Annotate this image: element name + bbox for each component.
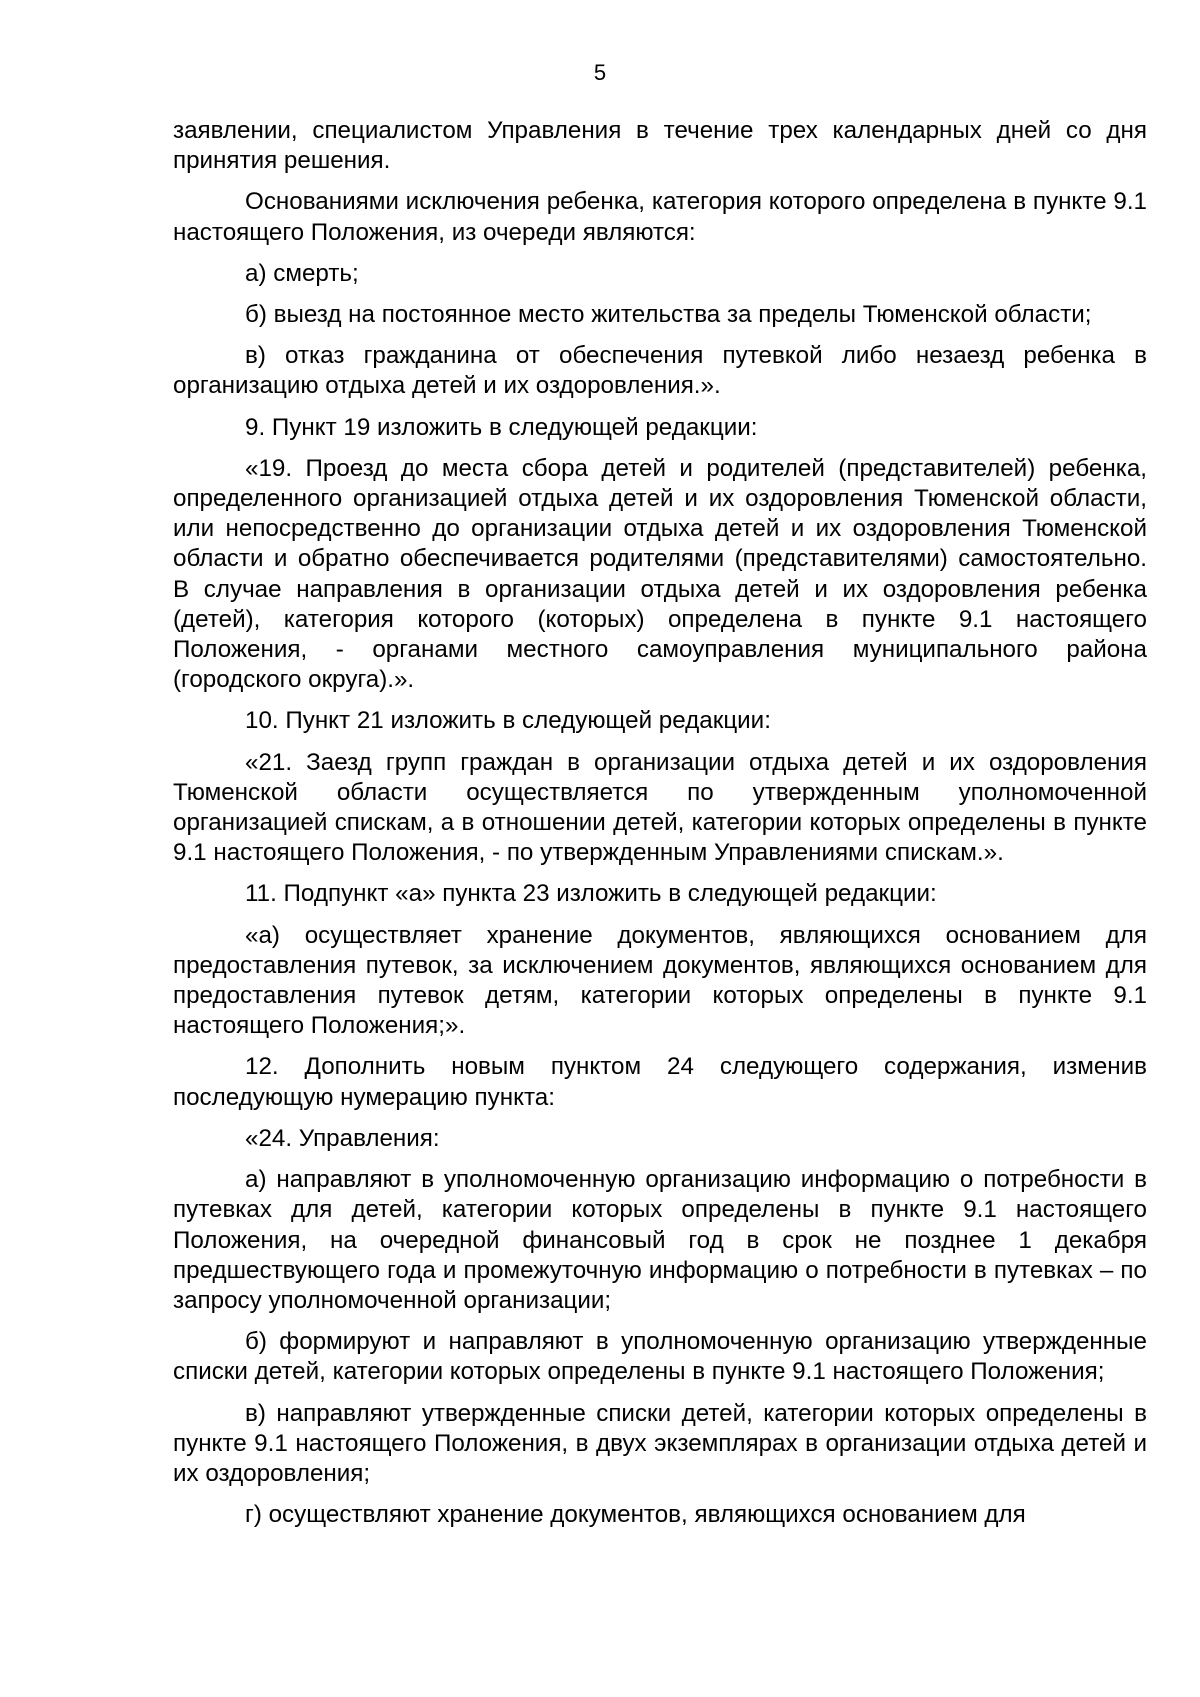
paragraph: Основаниями исключения ребенка, категория которого определена в пункте 9.1 настоящего Положения, из очереди являются: xyxy=(173,188,1147,246)
paragraph: г) осуществляют хранение документов, являющихся основанием для xyxy=(245,1501,1026,1529)
paragraph: а) направляют в уполномоченную организацию информацию о потребности в путевках для детей, категории которых определены в пункте 9.1 настоящего Положения, на очередной финансовый год в срок не позднее 1 декабря предшествующего года и промежуточную информацию о потребности в путевках – по запросу уполномоченной организации; xyxy=(173,1166,1147,1314)
document-body xyxy=(173,116,1147,1541)
paragraph: а) смерть; xyxy=(245,259,359,287)
paragraph: в) отказ гражданина от обеспечения путевкой либо незаезд ребенка в организацию отдыха детей и их оздоровления.». xyxy=(173,342,1147,400)
paragraph: 10. Пункт 21 изложить в следующей редакции: xyxy=(245,707,771,735)
paragraph: «24. Управления: xyxy=(245,1124,440,1152)
paragraph: «21. Заезд групп граждан в организации отдыха детей и их оздоровления Тюменской области осуществляется по утвержденным уполномоченной организацией спискам, а в отношении детей, категории которых определены в пункте 9.1 настоящего Положения, - по утвержденным Управлениями спискам.». xyxy=(173,748,1147,867)
page-number: 5 xyxy=(593,60,607,85)
paragraph: в) направляют утвержденные списки детей, категории которых определены в пункте 9.1 настоящего Положения, в двух экземплярах в организации отдыха детей и их оздоровления; xyxy=(173,1399,1147,1487)
paragraph: 11. Подпункт «а» пункта 23 изложить в следующей редакции: xyxy=(245,880,937,908)
paragraph: «а) осуществляет хранение документов, являющихся основанием для предоставления путевок, за исключением документов, являющихся основанием для предоставления путевок детям, категории которых определены в пункте 9.1 настоящего Положения;». xyxy=(173,921,1147,1040)
paragraph: б) выезд на постоянное место жительства за пределы Тюменской области; xyxy=(245,301,1092,329)
paragraph: заявлении, специалистом Управления в течение трех календарных дней со дня принятия решения. xyxy=(173,117,1147,175)
paragraph: б) формируют и направляют в уполномоченную организацию утвержденные списки детей, категории которых определены в пункте 9.1 настоящего Положения; xyxy=(173,1328,1147,1386)
paragraph: 9. Пункт 19 изложить в следующей редакции: xyxy=(245,413,758,441)
paragraph: «19. Проезд до места сбора детей и родителей (представителей) ребенка, определенного организацией отдыха детей и их оздоровления Тюменской области, или непосредственно до организации отдыха детей и их оздоровления Тюменской области и обратно обеспечивается родителями (представителями) самостоятельно. В случае направления в организации отдыха детей и их оздоровления ребенка (детей), категория которого (которых) определена в пункте 9.1 настоящего Положения, - органами местного самоуправления муниципального района (городского округа).». xyxy=(173,454,1147,694)
paragraph: 12. Дополнить новым пунктом 24 следующего содержания, изменив последующую нумерацию пункта: xyxy=(173,1053,1147,1111)
